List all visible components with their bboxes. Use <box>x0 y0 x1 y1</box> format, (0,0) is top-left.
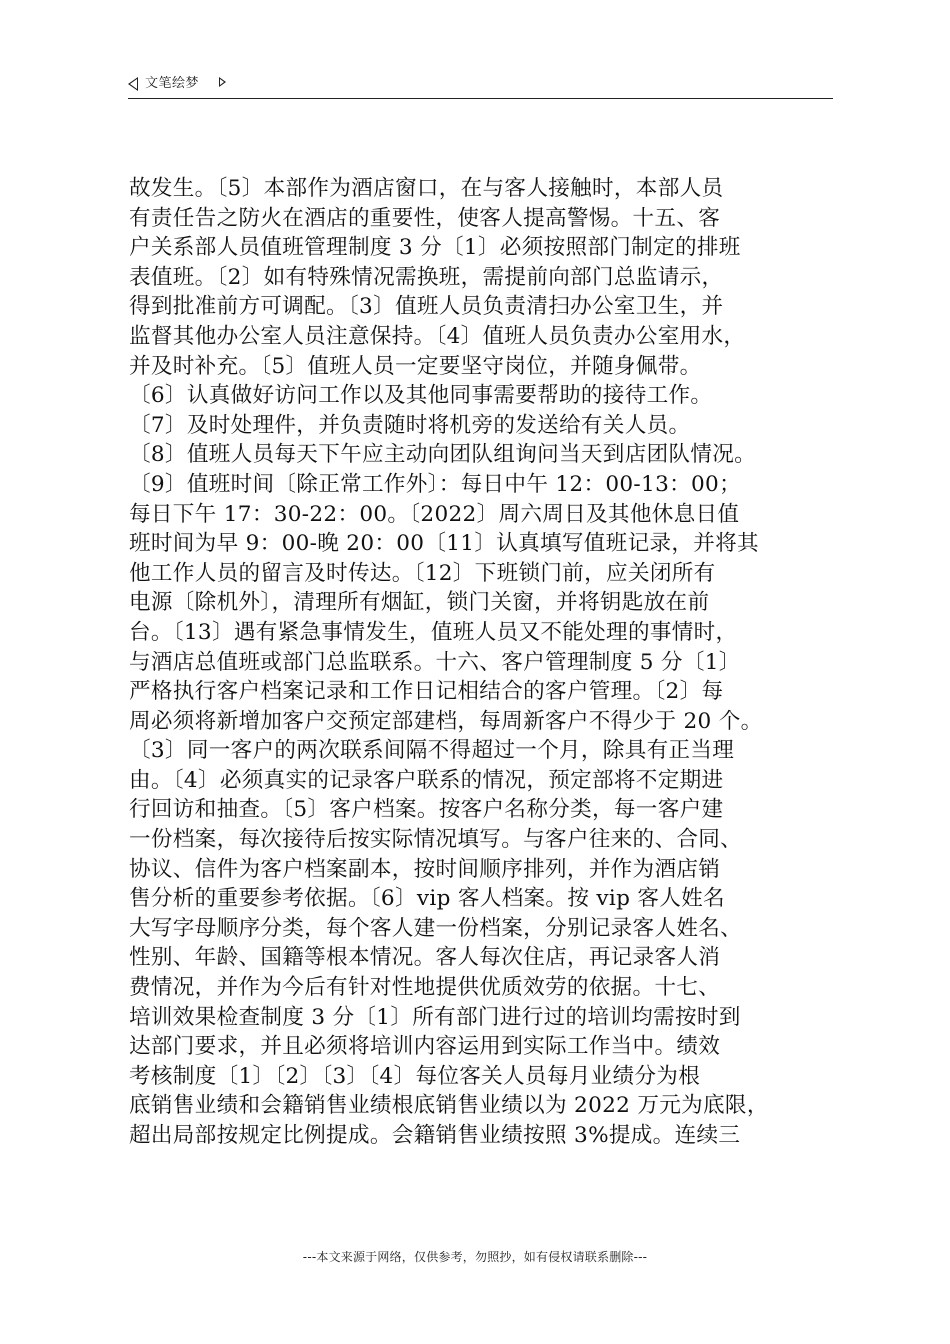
left-triangle-icon <box>128 77 138 91</box>
text-line: 周必须将新增加客户交预定部建档，每周新客户不得少于 20 个。 <box>129 708 763 734</box>
text-line: 电源〔除机外〕，清理所有烟缸，锁门关窗，并将钥匙放在前 <box>129 590 710 616</box>
text-line: 达部门要求，并且必须将培训内容运用到实际工作当中。绩效 <box>129 1034 721 1060</box>
text-line: 故发生。〔5〕本部作为酒店窗口，在与客人接触时，本部人员 <box>129 176 724 201</box>
text-line: 〔3〕同一客户的两次联系间隔不得超过一个月，除具有正当理 <box>129 738 735 764</box>
text-line: 〔6〕认真做好访问工作以及其他同事需要帮助的接待工作。 <box>129 383 713 409</box>
text-line: 台。〔13〕遇有紧急事情发生，值班人员又不能处理的事情时， <box>129 619 738 645</box>
text-line: 得到批准前方可调配。〔3〕值班人员负责清扫办公室卫生，并 <box>129 294 724 320</box>
text-line: 协议、信件为客户档案副本，按时间顺序排列，并作为酒店销 <box>129 856 721 882</box>
text-line: 考核制度〔1〕〔2〕〔3〕〔4〕每位客关人员每月业绩分为根 <box>129 1063 701 1089</box>
text-line: 与酒店总值班或部门总监联系。十六、客户管理制度 5 分〔1〕 <box>129 649 741 675</box>
text-line: 他工作人员的留言及时传达。〔12〕下班锁门前，应关闭所有 <box>129 560 716 586</box>
text-line: 〔9〕值班时间〔除正常工作外〕：每日中午 12：00-13：00； <box>129 471 741 497</box>
footer-disclaimer: ---本文来源于网络，仅供参考，勿照抄，如有侵权请联系删除--- <box>302 1250 648 1264</box>
text-line: 培训效果检查制度 3 分〔1〕所有部门进行过的培训均需按时到 <box>129 1004 741 1030</box>
text-line: 严格执行客户档案记录和工作日记相结合的客户管理。〔2〕每 <box>129 679 724 705</box>
brand-label: 文笔绘梦 <box>145 76 200 91</box>
text-line: 售分析的重要参考依据。〔6〕vip 客人档案。按 vip 客人姓名 <box>129 886 725 912</box>
text-line: 大写字母顺序分类，每个客人建一份档案，分别记录客人姓名、 <box>129 915 743 941</box>
text-line: 有责任告之防火在酒店的重要性，使客人提高警惕。十五、客 <box>129 205 721 231</box>
text-line: 性别、年龄、国籍等根本情况。客人每次住店，再记录客人消 <box>129 945 721 971</box>
text-line: 户关系部人员值班管理制度 3 分〔1〕必须按照部门制定的排班 <box>129 235 741 261</box>
text-line: 每日下午 17：30-22：00。〔2022〕周六周日及其他休息日值 <box>129 501 740 527</box>
text-line: 底销售业绩和会籍销售业绩根底销售业绩以为 2022 万元为底限， <box>129 1093 769 1119</box>
text-line: 〔7〕及时处理件，并负责随时将机旁的发送给有关人员。 <box>129 412 691 438</box>
text-line: 费情况，并作为今后有针对性地提供优质效劳的依据。十七、 <box>129 975 721 1001</box>
text-line: 〔8〕值班人员每天下午应主动向团队组询问当天到店团队情况。 <box>129 442 757 468</box>
text-line: 并及时补充。〔5〕值班人员一定要坚守岗位，并随身佩带。 <box>129 353 702 379</box>
text-line: 一份档案，每次接待后按实际情况填写。与客户往来的、合同、 <box>129 827 743 853</box>
body-text <box>129 174 834 1151</box>
text-line: 表值班。〔2〕如有特殊情况需换班，需提前向部门总监请示， <box>129 264 724 290</box>
page-header <box>128 74 833 99</box>
text-line: 监督其他办公室人员注意保持。〔4〕值班人员负责办公室用水， <box>129 323 746 349</box>
text-line: 由。〔4〕必须真实的记录客户联系的情况，预定部将不定期进 <box>129 767 724 793</box>
text-line: 行回访和抽查。〔5〕客户档案。按客户名称分类，每一客户建 <box>129 797 724 823</box>
text-line: 超出局部按规定比例提成。会籍销售业绩按照 3%提成。连续三 <box>129 1123 741 1148</box>
right-triangle-icon <box>219 77 226 87</box>
text-line: 班时间为早 9：00-晚 20：00〔11〕认真填写值班记录，并将其 <box>129 531 759 557</box>
